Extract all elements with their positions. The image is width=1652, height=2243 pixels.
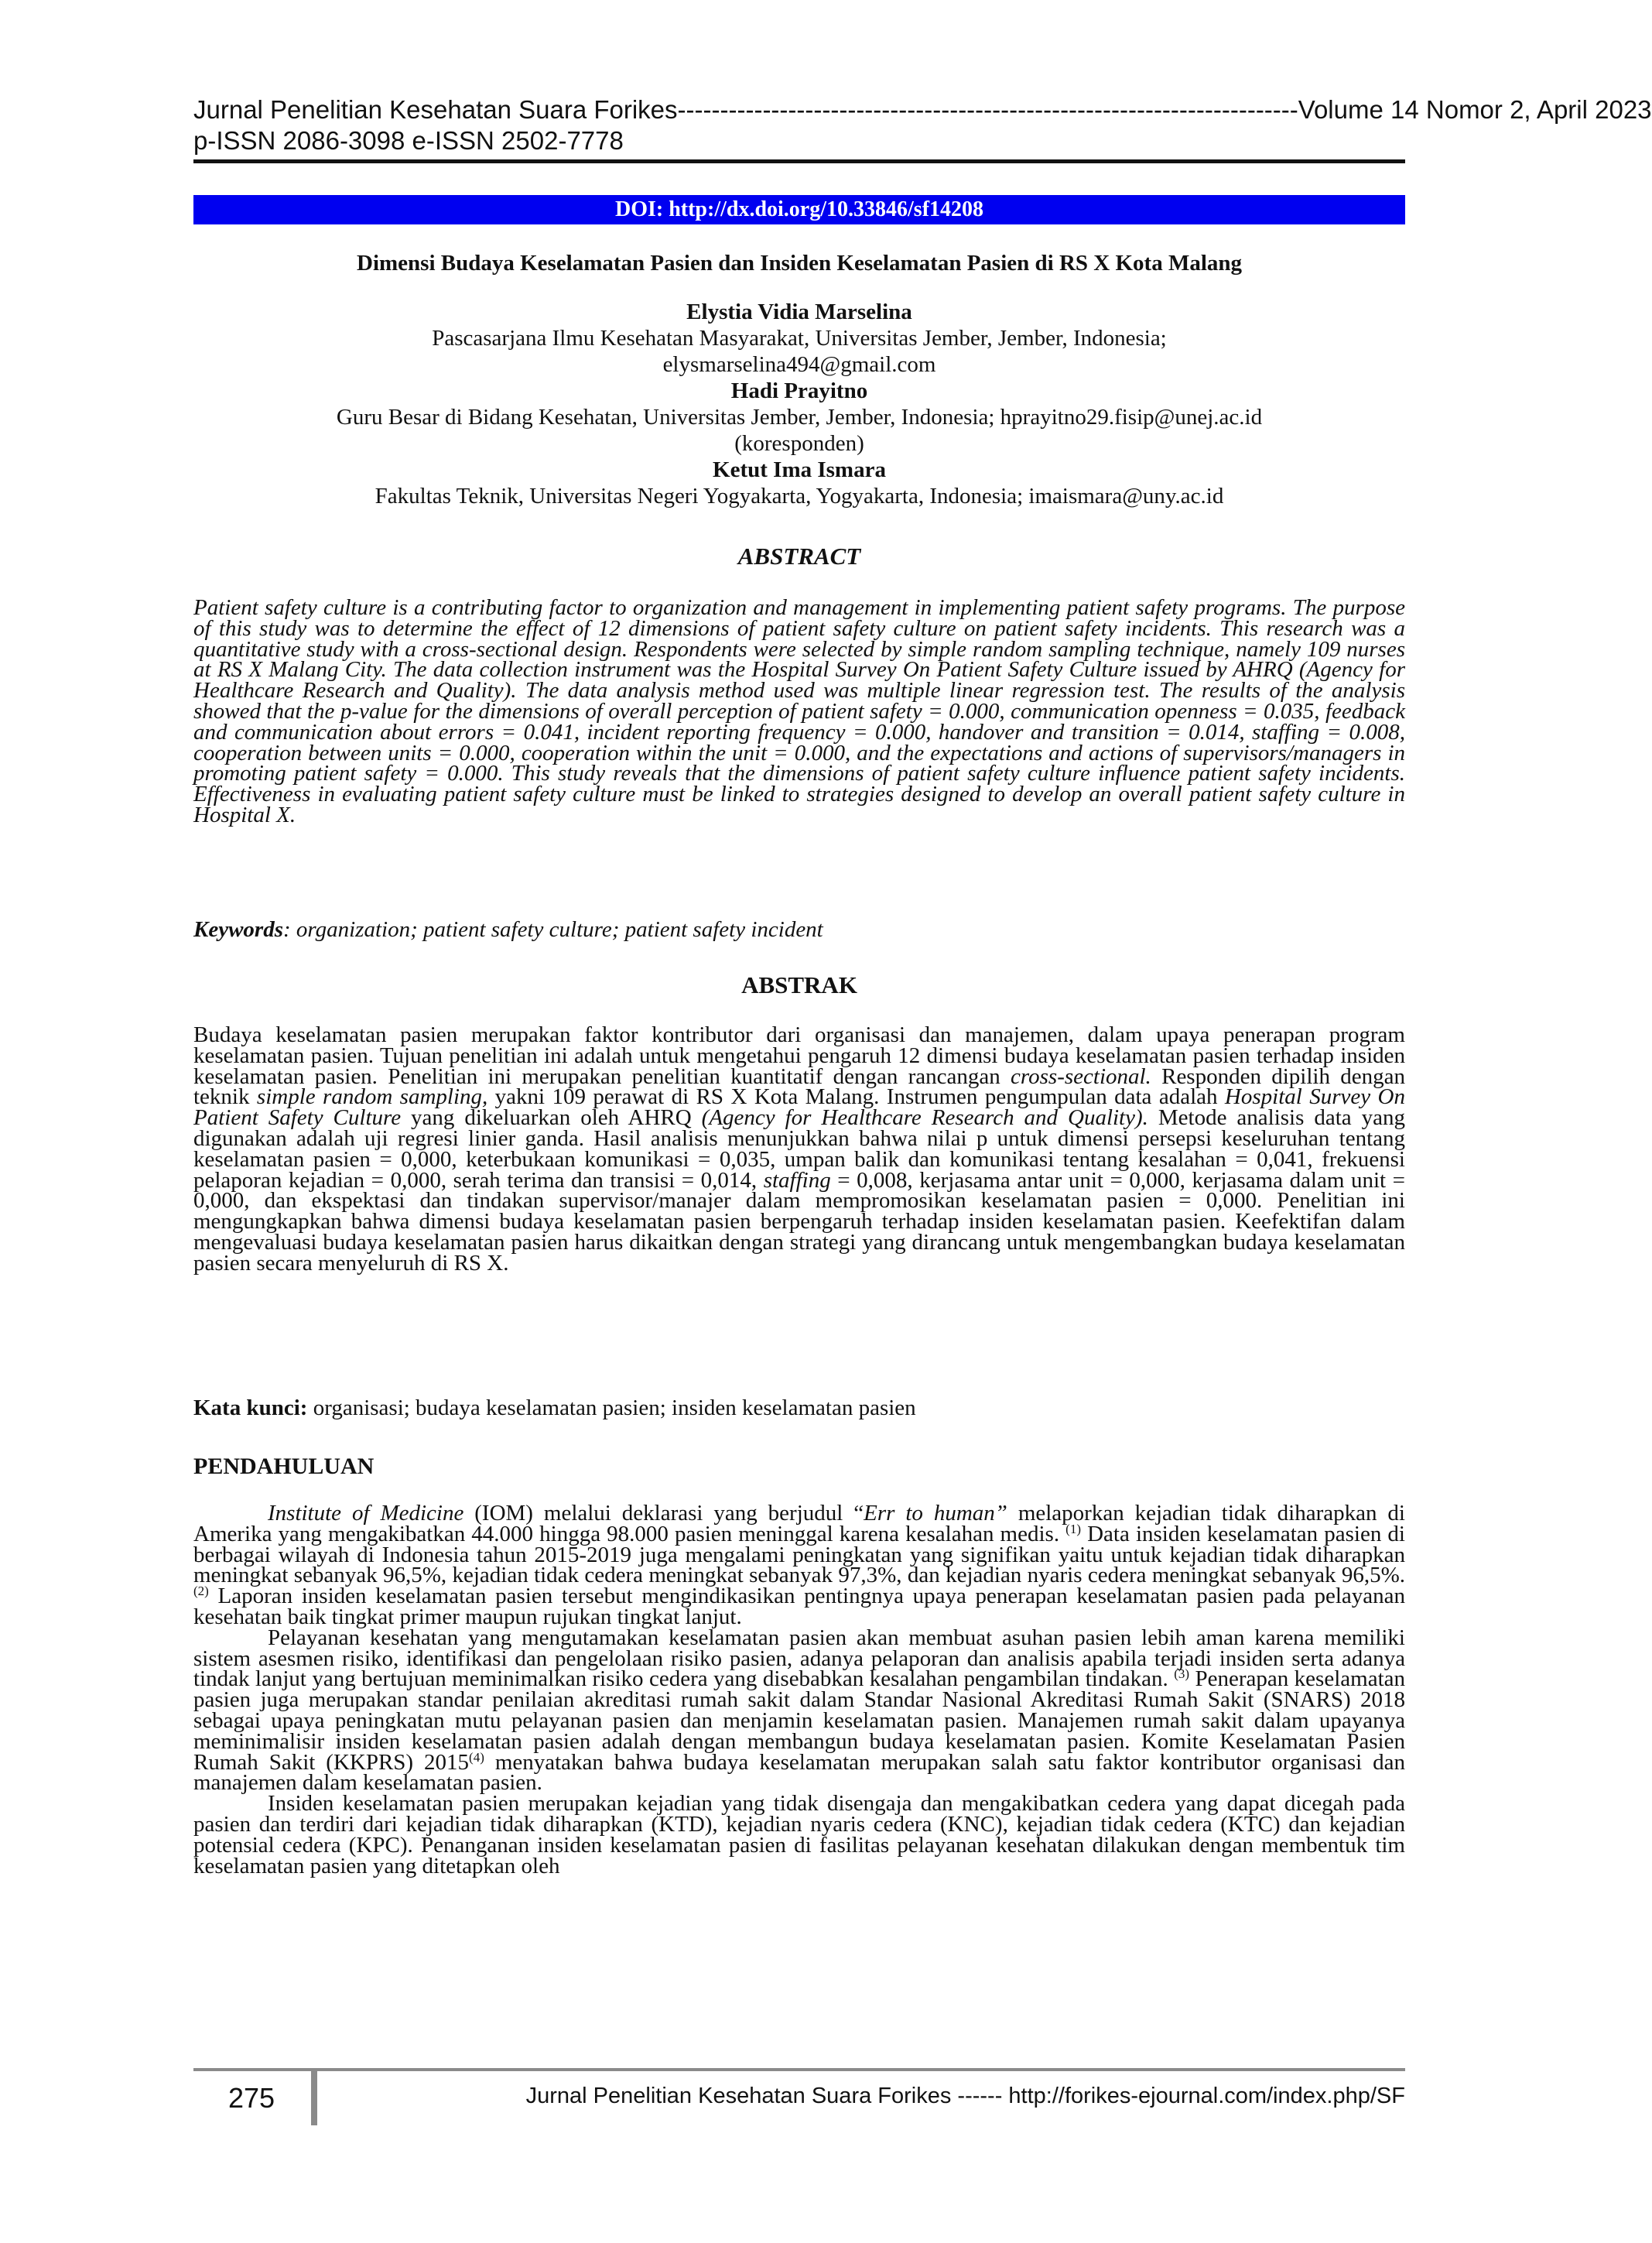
citation-ref: (2) bbox=[193, 1584, 209, 1599]
doi-link[interactable]: DOI: http://dx.doi.org/10.33846/sf14208 bbox=[193, 195, 1405, 224]
body-text: Laporan insiden keselamatan pasien tersebut mengindikasikan pentingnya upaya penerapan keselamatan pasien pada pelayanan kesehatan baik tingkat primer maupun rujukan tingkat lanjut. bbox=[193, 1584, 1405, 1629]
abstrak-text: Metode analisis data yang digunakan adalah uji regresi linier ganda. Hasil analisis menunjukkan bahwa nilai p untuk dimensi persepsi keseluruhan tentang keselamatan pasien = 0,000, keterbukaan komunikasi = 0,035, umpan balik dan komunikasi tentang kesalahan = 0,041, frekuensi pelaporan kejadian = 0,000, serah terima dan transisi = 0,014, bbox=[193, 1105, 1405, 1193]
header-volume: Volume 14 Nomor 2, April 2023 bbox=[1298, 95, 1652, 124]
pendahuluan-heading: PENDAHULUAN bbox=[193, 1454, 375, 1479]
abstrak-body bbox=[193, 1022, 1406, 1276]
abstrak-italic: simple random sampling, bbox=[256, 1084, 488, 1110]
body-text: Penerapan keselamatan pasien juga merupakan standar penilaian akreditasi rumah sakit dalam Standar Nasional Akreditasi Rumah Sakit (SNARS) 2018 sebagai upaya peningkatan mutu pelayanan pasien dan menjamin keselamatan pasien. Manajemen rumah sakit dalam upayanya meminimalisir insiden keselamatan pasien adalah dengan membangun budaya keselamatan pasien. Komite Keselamatan Pasien Rumah Sakit (KKPRS) 2015 bbox=[193, 1666, 1405, 1775]
author-affiliation: Guru Besar di Bidang Kesehatan, Universitas Jember, Jember, Indonesia; hprayitno29.fisip@unej.ac.id bbox=[336, 405, 1263, 430]
pendahuluan-body bbox=[193, 1503, 1405, 1876]
author-name: Hadi Prayitno bbox=[730, 378, 868, 403]
footer-rule bbox=[193, 2068, 1405, 2071]
keywords-line bbox=[193, 919, 1405, 940]
header-issn: p-ISSN 2086-3098 e-ISSN 2502-7778 bbox=[193, 126, 624, 155]
footer-journal-link[interactable]: Jurnal Penelitian Kesehatan Suara Forikes ------ http://forikes-ejournal.com/index.php/SF bbox=[525, 2084, 1405, 2108]
kata-kunci-label: Kata kunci: bbox=[193, 1395, 308, 1420]
author-affiliation: Fakultas Teknik, Universitas Negeri Yogyakarta, Yogyakarta, Indonesia; imaismara@uny.ac.id bbox=[375, 484, 1224, 509]
header-dashes: ------------------------------------------------------------------------- bbox=[677, 95, 1298, 124]
abstrak-italic: (Agency for Healthcare Research and Quality). bbox=[701, 1105, 1148, 1131]
abstrak-italic: Hospital Survey On Patient Safety Culture bbox=[193, 1084, 1405, 1131]
header-journal-name: Jurnal Penelitian Kesehatan Suara Forikes bbox=[193, 95, 678, 124]
italic-text: Err to human” bbox=[864, 1501, 1007, 1526]
body-text: Data insiden keselamatan pasien di berbagai wilayah di Indonesia tahun 2015-2019 juga mengalami peningkatan yang signifikan yaitu untuk kejadian tidak diharapkan meningkat sebanyak 96,5%, kejadian tidak cedera meningkat sebanyak 97,3%, dan kejadian nyaris cedera meningkat sebanyak 96,5%. bbox=[193, 1521, 1405, 1588]
keywords-label: Keywords bbox=[193, 917, 283, 942]
article-title: Dimensi Budaya Keselamatan Pasien dan Insiden Keselamatan Pasien di RS X Kota Malang bbox=[357, 251, 1242, 276]
kata-kunci-text: organisasi; budaya keselamatan pasien; insiden keselamatan pasien bbox=[307, 1395, 916, 1420]
italic-text: Institute of Medicine bbox=[268, 1501, 464, 1526]
body-text: melaporkan kejadian tidak diharapkan di Amerika yang mengakibatkan 44.000 hingga 98.000 pasien meninggal karena kesalahan medis. bbox=[193, 1501, 1405, 1546]
kata-kunci-line bbox=[193, 1395, 1405, 1420]
abstrak-heading: ABSTRAK bbox=[741, 971, 857, 998]
abstract-heading: ABSTRACT bbox=[737, 543, 861, 570]
author-block bbox=[193, 299, 1405, 509]
abstrak-text: yang dikeluarkan oleh AHRQ bbox=[401, 1105, 702, 1131]
paragraph bbox=[193, 1625, 1405, 1796]
author-note: (koresponden) bbox=[734, 431, 864, 456]
abstrak-text: = 0,008, kerjasama antar unit = 0,000, kerjasama dalam unit = 0,000, dan ekspektasi dan tindakan supervisor/manajer dalam mempromosikan keselamatan pasien = 0,000. Penelitian ini mengungkapkan bahwa dimensi budaya keselamatan pasien berpengaruh terhadap insiden keselamatan pasien. Keefektifan dalam mengevaluasi budaya keselamatan pasien harus dikaitkan dengan strategi yang dirancang untuk mengembangkan budaya keselamatan pasien secara menyeluruh di RS X. bbox=[193, 1167, 1405, 1276]
author-email: elysmarselina494@gmail.com bbox=[662, 352, 936, 377]
citation-ref: (4) bbox=[469, 1749, 484, 1765]
keywords-text: : organization; patient safety culture; patient safety incident bbox=[283, 917, 823, 942]
paragraph bbox=[193, 1503, 1405, 1628]
header-rule bbox=[193, 159, 1405, 163]
abstrak-text: yakni 109 perawat di RS X Kota Malang. Instrumen pengumpulan data adalah bbox=[487, 1084, 1225, 1110]
abstrak-text: Budaya keselamatan pasien merupakan faktor kontributor dari organisasi dan manajemen, dalam upaya penerapan program keselamatan pasien. Tujuan penelitian ini adalah untuk mengetahui pengaruh 12 dimensi budaya keselamatan pasien terhadap insiden keselamatan pasien. Penelitian ini merupakan penelitian kuantitatif dengan rancangan bbox=[193, 1022, 1405, 1089]
footer-divider bbox=[311, 2068, 317, 2125]
body-text: (IOM) melalui deklarasi yang berjudul “ bbox=[463, 1501, 864, 1526]
paragraph: Insiden keselamatan pasien merupakan kejadian yang tidak disengaja dan mengakibatkan cedera yang dapat dicegah pada pasien dan terdiri dari kejadian tidak diharapkan (KTD), kejadian nyaris cedera (KNC), kejadian tidak cedera (KTC) dan kejadian potensial cedera (KPC). Penanganan insiden keselamatan pasien di fasilitas pelayanan kesehatan dilakukan dengan membentuk tim keselamatan pasien yang ditetapkan oleh bbox=[193, 1791, 1405, 1878]
body-text: Pelayanan kesehatan yang mengutamakan keselamatan pasien akan membuat asuhan pasien lebih aman karena memiliki sistem asesmen risiko, identifikasi dan pengelolaan risiko pasien, adanya pelaporan dan analisis apabila terjadi insiden serta adanya tindak lanjut yang bertujuan meminimalkan risiko cedera yang disebabkan kesalahan pengambilan tindakan. bbox=[193, 1625, 1405, 1692]
abstrak-italic: cross-sectional. bbox=[1011, 1063, 1151, 1089]
body-text: menyatakan bahwa budaya keselamatan merupakan salah satu faktor kontributor organisasi dan manajemen dalam keselamatan pasien. bbox=[193, 1749, 1405, 1796]
running-header bbox=[193, 94, 1652, 125]
citation-ref: (3) bbox=[1174, 1666, 1190, 1682]
abstrak-italic: staffing bbox=[763, 1167, 831, 1193]
author-name: Elystia Vidia Marselina bbox=[686, 300, 912, 324]
page-number: 275 bbox=[227, 2082, 275, 2114]
author-affiliation: Pascasarjana Ilmu Kesehatan Masyarakat, Universitas Jember, Jember, Indonesia; bbox=[432, 326, 1167, 351]
author-name: Ketut Ima Ismara bbox=[713, 457, 886, 482]
citation-ref: (1) bbox=[1065, 1521, 1081, 1536]
abstract-body: Patient safety culture is a contributing factor to organization and management in implementing patient safety programs. The purpose of this study was to determine the effect of 12 dimensions of patient safety culture on patient safety incidents. This research was a quantitative study with a cross-sectional design. Respondents were selected by simple random sampling technique, namely 109 nurses at RS X Malang City. The data collection instrument was the Hospital Survey On Patient Safety Culture issued by AHRQ (Agency for Healthcare Research and Quality). The data analysis method used was multiple linear regression test. The results of the analysis showed that the p-value for the dimensions of overall perception of patient safety = 0.000, communication openness = 0.035, feedback and communication about errors = 0.041, incident reporting frequency = 0.000, handover and transition = 0.014, staffing = 0.008, cooperation between units = 0.000, cooperation within the unit = 0.000, and the expectations and actions of supervisors/managers in promoting patient safety = 0.000. This study reveals that the dimensions of patient safety culture influence patient safety incidents. Effectiveness in evaluating patient safety culture must be linked to strategies designed to develop an overall patient safety culture in Hospital X. bbox=[193, 595, 1405, 827]
abstrak-text: Responden dipilih dengan teknik bbox=[193, 1063, 1406, 1110]
